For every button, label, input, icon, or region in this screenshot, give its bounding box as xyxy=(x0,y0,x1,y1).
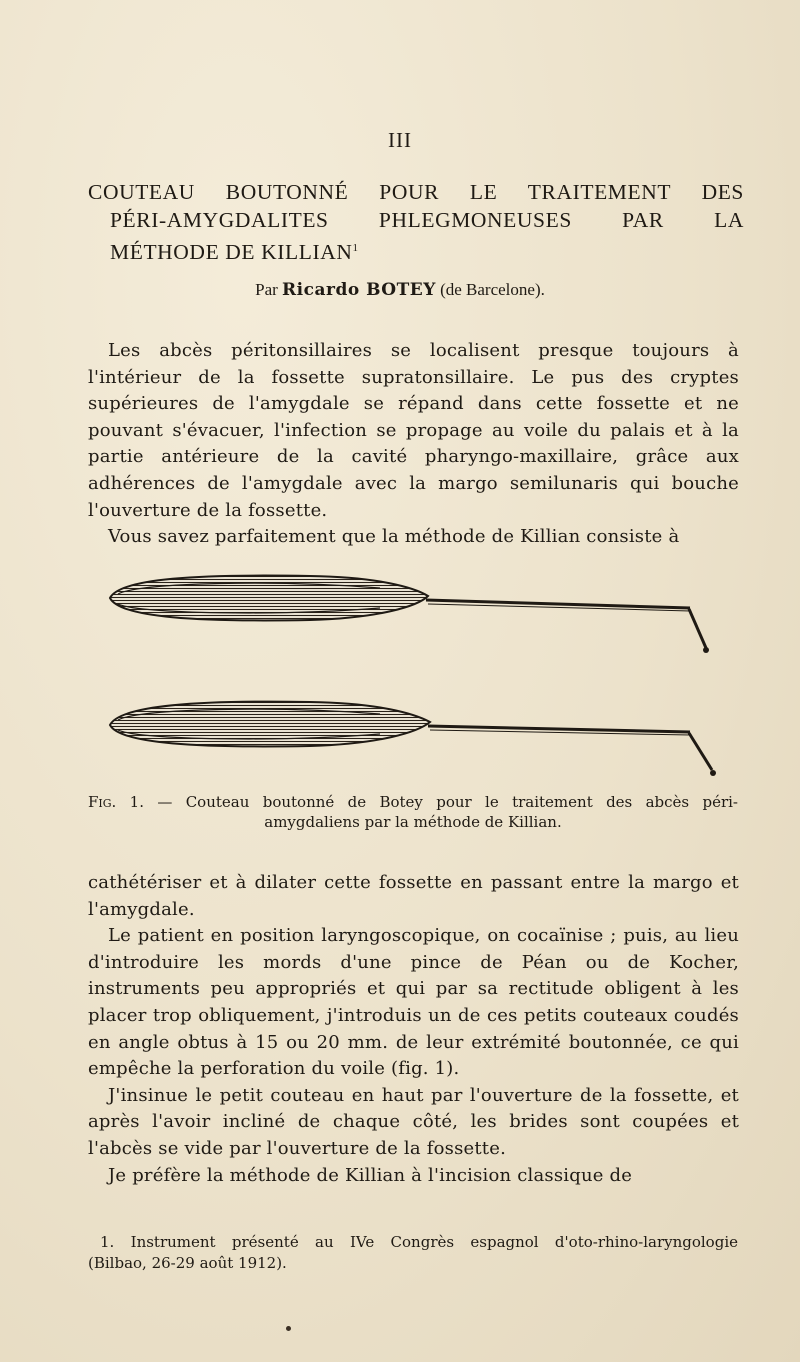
caption-text-1: — Couteau boutonné de Botey pour le traitement des abcès péri- xyxy=(157,793,738,811)
title-line-3-text: MÉTHODE DE KILLIAN xyxy=(110,240,353,265)
footnote-line-2: (Bilbao, 26-29 août 1912). xyxy=(88,1254,287,1272)
article-title xyxy=(88,178,744,266)
title-footnote-mark: 1 xyxy=(352,242,359,254)
body-text-bottom xyxy=(88,870,739,1189)
figure-caption xyxy=(88,792,738,832)
title-line-1: COUTEAU BOUTONNÉ POUR LE TRAITEMENT DES xyxy=(88,180,744,204)
footnote xyxy=(88,1232,738,1274)
paragraph: Les abcès péritonsillaires se localisent presque toujours à l'intérieur de la fossette supratonsillaire. Le pus des cryptes supérieures de l'amygdale se répand dans cette fossette et ne pouvant s'évacuer, l'infection se propage au voile du palais et à la partie antérieure de la cavité pharyngo-maxillaire, grâce aux adhérences de l'amygdale avec la margo semilunaris qui bouche l'ouverture de la fossette. xyxy=(88,340,739,521)
figure-knives xyxy=(80,560,740,780)
chapter-number: III xyxy=(388,128,412,152)
body-text-top xyxy=(88,338,739,551)
paragraph: Je préfère la méthode de Killian à l'incision classique de xyxy=(108,1164,633,1186)
byline-location: (de Barcelone). xyxy=(440,280,545,299)
footnote-line-1: 1. Instrument présenté au IVe Congrès espagnol d'oto-rhino-laryngologie xyxy=(100,1233,738,1251)
paragraph: Vous savez parfaitement que la méthode de Killian consiste à xyxy=(108,526,680,548)
byline xyxy=(0,280,800,300)
knife-bottom xyxy=(110,702,716,776)
paragraph: cathétériser et à dilater cette fossette en passant entre la margo et l'amygdale. xyxy=(88,872,739,920)
title-line-2: PÉRI-AMYGDALITES PHLEGMONEUSES PAR LA xyxy=(110,208,744,232)
author-name: Ricardo BOTEY xyxy=(282,280,436,300)
caption-line-2: amygdaliens par la méthode de Killian. xyxy=(264,813,562,831)
ink-speck xyxy=(286,1326,291,1331)
knife-top xyxy=(110,576,709,653)
paragraph: Le patient en position laryngoscopique, on cocaïnise ; puis, au lieu d'introduire les mords d'une pince de Péan ou de Kocher, instruments peu appropriés et qui par sa rectitude obligent à les placer trop obliquement, j'introduis un de ces petits couteaux coudés en angle obtus à 15 ou 20 mm. de leur extrémité boutonnée, ce qui empêche la perforation du voile (fig. 1). xyxy=(88,925,739,1080)
paragraph: J'insinue le petit couteau en haut par l'ouverture de la fossette, et après l'avoir incliné de chaque côté, les brides sont coupées et l'abcès se vide par l'ouverture de la fossette. xyxy=(88,1084,739,1159)
figure-label: Fig. 1. xyxy=(88,793,144,811)
knife-illustration xyxy=(80,560,740,780)
caption-line-1 xyxy=(88,792,738,812)
byline-prefix: Par xyxy=(255,280,278,299)
title-line-3 xyxy=(88,234,744,266)
